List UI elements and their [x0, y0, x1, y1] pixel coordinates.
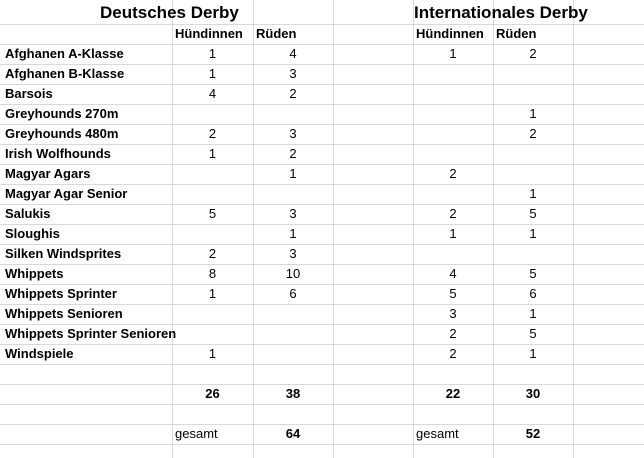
cell-de-ruden[interactable]: 3 [289, 206, 297, 221]
cell-int-ruden[interactable] [493, 164, 573, 184]
cell-de-hundinnen[interactable]: 2 [208, 246, 217, 261]
row-label[interactable]: Irish Wolfhounds [5, 146, 111, 161]
cell-int-ruden[interactable] [493, 64, 573, 84]
title-internationales-derby[interactable]: Internationales Derby [414, 3, 588, 22]
row-label[interactable]: Afghanen B-Klasse [5, 66, 125, 81]
header-hundinnen-int[interactable]: Hündinnen [416, 26, 484, 41]
title-deutsches-derby[interactable]: Deutsches Derby [100, 3, 239, 22]
row-label[interactable]: Greyhounds 270m [5, 106, 119, 121]
row-label[interactable]: Whippets Sprinter [5, 286, 117, 301]
cell-int-ruden[interactable] [493, 84, 573, 104]
row-label[interactable]: Afghanen A-Klasse [5, 46, 124, 61]
cell-de-ruden[interactable] [253, 324, 333, 344]
cell-int-ruden[interactable]: 1 [529, 226, 537, 241]
cell-de-hundinnen[interactable] [172, 224, 253, 244]
total-int-hundinnen[interactable]: 22 [445, 386, 461, 401]
cell-de-hundinnen[interactable]: 1 [208, 346, 217, 361]
header-hundinnen-de[interactable]: Hündinnen [175, 26, 243, 41]
cell-de-ruden[interactable]: 2 [289, 86, 297, 101]
cell-de-ruden[interactable]: 3 [289, 246, 297, 261]
cell-de-hundinnen[interactable]: 5 [208, 206, 217, 221]
cell-de-hundinnen[interactable]: 1 [208, 286, 217, 301]
cell-int-ruden[interactable] [493, 144, 573, 164]
total-int-ruden[interactable]: 30 [525, 386, 541, 401]
cell-int-ruden[interactable]: 5 [529, 266, 537, 281]
header-ruden-int[interactable]: Rüden [496, 26, 537, 41]
gesamt-value-de[interactable]: 64 [285, 426, 301, 441]
cell-int-hundinnen[interactable]: 4 [449, 266, 457, 281]
cell-de-ruden[interactable]: 6 [289, 286, 297, 301]
gesamt-value-int[interactable]: 52 [525, 426, 541, 441]
cell-int-hundinnen[interactable]: 1 [449, 226, 457, 241]
grid-row-line [0, 404, 644, 405]
cell-int-ruden[interactable]: 1 [529, 346, 537, 361]
cell-int-hundinnen[interactable]: 3 [449, 306, 457, 321]
cell-int-hundinnen[interactable] [413, 124, 493, 144]
row-label[interactable]: Magyar Agar Senior [5, 186, 128, 201]
grid-column-line [333, 0, 334, 458]
grid-row-line [0, 444, 644, 445]
cell-de-hundinnen[interactable] [172, 104, 253, 124]
row-label[interactable]: Silken Windsprites [5, 246, 122, 261]
row-label[interactable]: Barsois [5, 86, 53, 101]
cell-int-hundinnen[interactable] [413, 184, 493, 204]
cell-de-hundinnen[interactable]: 1 [208, 66, 217, 81]
cell-de-ruden[interactable]: 3 [289, 126, 297, 141]
cell-int-ruden[interactable]: 2 [529, 46, 537, 61]
cell-int-ruden[interactable]: 2 [529, 126, 537, 141]
cell-int-ruden[interactable]: 5 [529, 206, 537, 221]
cell-int-hundinnen[interactable] [413, 244, 493, 264]
grid-column-line [573, 0, 574, 458]
cell-int-ruden[interactable] [493, 244, 573, 264]
cell-de-ruden[interactable] [253, 104, 333, 124]
row-label[interactable]: Salukis [5, 206, 51, 221]
row-label[interactable]: Windspiele [5, 346, 74, 361]
cell-int-ruden[interactable]: 1 [529, 186, 537, 201]
gesamt-label-int[interactable]: gesamt [416, 426, 459, 441]
row-label[interactable]: Whippets [5, 266, 64, 281]
total-de-hundinnen[interactable]: 26 [205, 386, 220, 401]
row-label[interactable]: Magyar Agars [5, 166, 91, 181]
cell-de-hundinnen[interactable] [172, 164, 253, 184]
cell-int-hundinnen[interactable]: 1 [449, 46, 457, 61]
gesamt-label-de[interactable]: gesamt [175, 426, 218, 441]
cell-de-hundinnen[interactable] [172, 304, 253, 324]
row-label[interactable]: Whippets Senioren [5, 306, 123, 321]
cell-de-hundinnen[interactable]: 2 [208, 126, 217, 141]
cell-de-hundinnen[interactable]: 8 [208, 266, 217, 281]
cell-de-hundinnen[interactable]: 1 [208, 46, 217, 61]
cell-de-hundinnen[interactable]: 1 [208, 146, 217, 161]
cell-de-ruden[interactable]: 4 [289, 46, 297, 61]
cell-int-hundinnen[interactable] [413, 84, 493, 104]
cell-de-ruden[interactable] [253, 184, 333, 204]
cell-int-ruden[interactable]: 5 [529, 326, 537, 341]
cell-de-ruden[interactable]: 3 [289, 66, 297, 81]
cell-de-hundinnen[interactable] [172, 184, 253, 204]
cell-int-hundinnen[interactable]: 2 [449, 166, 457, 181]
cell-de-ruden[interactable]: 1 [289, 166, 297, 181]
cell-de-ruden[interactable]: 1 [289, 226, 297, 241]
header-ruden-de[interactable]: Rüden [256, 26, 297, 41]
cell-int-hundinnen[interactable]: 2 [449, 346, 457, 361]
row-label[interactable]: Greyhounds 480m [5, 126, 119, 141]
cell-de-ruden[interactable] [253, 344, 333, 364]
cell-int-hundinnen[interactable] [413, 64, 493, 84]
cell-int-ruden[interactable]: 1 [529, 106, 537, 121]
cell-de-ruden[interactable]: 10 [285, 266, 301, 281]
cell-int-hundinnen[interactable]: 2 [449, 326, 457, 341]
cell-int-hundinnen[interactable] [413, 104, 493, 124]
cell-int-hundinnen[interactable]: 2 [449, 206, 457, 221]
cell-de-ruden[interactable]: 2 [289, 146, 297, 161]
total-de-ruden[interactable]: 38 [285, 386, 301, 401]
cell-int-hundinnen[interactable] [413, 144, 493, 164]
cell-de-ruden[interactable] [253, 304, 333, 324]
row-label[interactable]: Sloughis [5, 226, 60, 241]
cell-de-hundinnen[interactable]: 4 [208, 86, 217, 101]
row-label[interactable]: Whippets Sprinter Senioren [5, 326, 177, 341]
cell-de-hundinnen[interactable] [172, 324, 253, 344]
cell-int-hundinnen[interactable]: 5 [449, 286, 457, 301]
cell-int-ruden[interactable]: 1 [529, 306, 537, 321]
cell-int-ruden[interactable]: 6 [529, 286, 537, 301]
grid-row-line [0, 364, 644, 365]
